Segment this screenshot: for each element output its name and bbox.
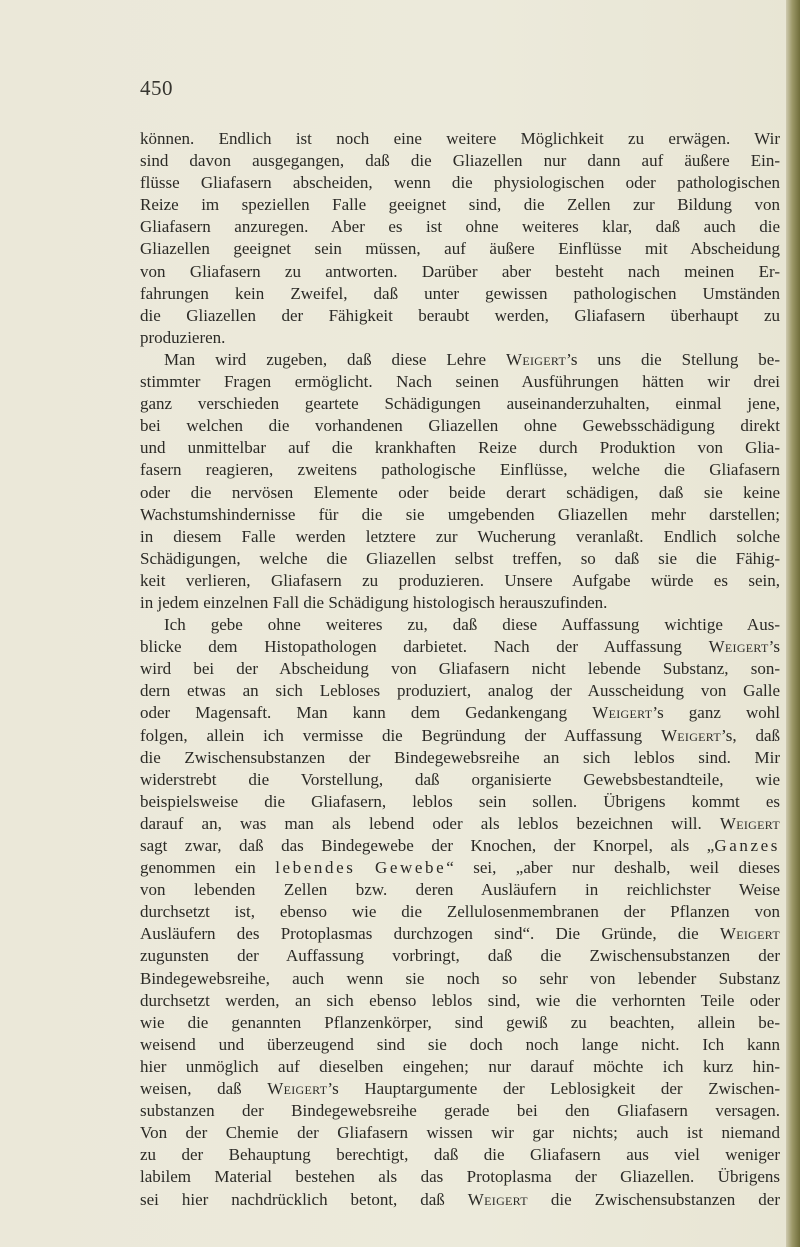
page-number: 450 — [140, 76, 173, 100]
author-name: Weigert — [708, 637, 769, 657]
text-run: ’s Hauptargumente der Leblosigkeit der Zwischen- — [327, 1079, 780, 1099]
text-run: Ausläufern des Protoplasmas durchzogen sind“. Die Gründe, die — [140, 924, 720, 944]
text-line — [140, 1012, 780, 1034]
text-line — [140, 1189, 780, 1211]
text-line — [140, 570, 780, 592]
author-name: Weigert — [592, 703, 653, 723]
text-run: produzieren. — [140, 327, 226, 347]
text-run: “ sei, „aber nur deshalb, weil dieses — [446, 858, 781, 878]
author-name: Weigert — [506, 349, 567, 369]
text-line — [140, 172, 780, 194]
text-run: weisen, daß — [140, 1079, 268, 1099]
text-line — [140, 482, 780, 504]
text-line — [140, 791, 780, 813]
paragraph — [140, 614, 780, 1211]
text-run: in jedem einzelnen Fall die Schädigung histologisch herauszufinden. — [140, 592, 608, 612]
text-run: Man wird zugeben, daß diese Lehre — [164, 349, 507, 369]
text-line — [140, 1144, 780, 1166]
text-run: fasern reagieren, zweitens pathologische Einflüsse, welche die Gliafasern — [140, 460, 780, 480]
text-run: die Gliazellen der Fähigkeit beraubt werden, Gliafasern überhaupt zu — [140, 305, 780, 325]
text-run: durchsetzt ist, ebenso wie die Zellulosenmembranen der Pflanzen von — [140, 902, 780, 922]
text-run: fahrungen kein Zweifel, daß unter gewissen pathologischen Umständen — [140, 283, 780, 303]
spaced-emphasis: Gewebe — [374, 858, 447, 878]
text-run: dern etwas an sich Lebloses produziert, analog der Ausscheidung von Galle — [140, 681, 780, 701]
text-line — [140, 725, 780, 747]
text-line — [140, 923, 780, 945]
text-line — [140, 990, 780, 1012]
text-run: Gliazellen geeignet sein müssen, auf äußere Einflüsse mit Abscheidung — [140, 239, 780, 259]
text-line — [140, 305, 780, 327]
text-line — [140, 592, 780, 614]
text-line — [140, 393, 780, 415]
text-line — [140, 504, 780, 526]
text-line — [140, 349, 780, 371]
text-run — [355, 858, 374, 877]
text-line — [140, 747, 780, 769]
text-line — [140, 1034, 780, 1056]
text-line — [140, 702, 780, 724]
text-line — [140, 769, 780, 791]
text-run: durchsetzt werden, an sich ebenso leblos sind, wie die verhornten Teile oder — [140, 990, 780, 1010]
text-run: folgen, allein ich vermisse die Begründung der Auffassung — [140, 725, 661, 745]
text-run: Schädigungen, welche die Gliazellen selbst treffen, so daß sie die Fähig- — [140, 548, 780, 568]
text-run: oder die nervösen Elemente oder beide derart schädigen, daß sie keine — [140, 482, 780, 502]
text-line — [140, 371, 780, 393]
text-run: substanzen der Bindegewebsreihe gerade bei den Gliafasern versagen. — [140, 1101, 780, 1121]
paragraph — [140, 349, 780, 614]
text-line — [140, 261, 780, 283]
text-run: ’s — [768, 637, 780, 657]
text-line — [140, 680, 780, 702]
text-run: von Gliafasern zu antworten. Darüber aber besteht nach meinen Er- — [140, 261, 780, 281]
text-run: ganz verschieden geartete Schädigungen auseinanderzuhalten, einmal jene, — [140, 394, 780, 414]
text-run: sei hier nachdrücklich betont, daß — [140, 1189, 468, 1209]
author-name: Weigert — [660, 725, 722, 745]
text-line — [140, 945, 780, 967]
text-line — [140, 968, 780, 990]
text-run: Von der Chemie der Gliafasern wissen wir gar nichts; auch ist niemand — [140, 1123, 780, 1143]
text-line — [140, 901, 780, 923]
text-line — [140, 415, 780, 437]
text-line — [140, 857, 780, 879]
text-line — [140, 327, 780, 349]
text-line — [140, 636, 780, 658]
text-run: darauf an, was man als lebend oder als leblos bezeichnen will. — [140, 813, 720, 833]
text-line — [140, 1100, 780, 1122]
page-edge-shadow — [786, 0, 800, 1247]
author-name: Weigert — [719, 924, 780, 944]
text-run: weisend und überzeugend sind sie doch noch lange nicht. Ich kann — [140, 1034, 780, 1054]
text-line — [140, 1166, 780, 1188]
text-line — [140, 459, 780, 481]
text-run: flüsse Gliafasern abscheiden, wenn die physiologischen oder pathologischen — [140, 173, 780, 193]
author-name: Weigert — [467, 1189, 528, 1209]
text-run: beispielsweise die Gliafasern, leblos sein sollen. Übrigens kommt es — [140, 791, 780, 811]
text-run: blicke dem Histopathologen darbietet. Nach der Auffassung — [140, 637, 709, 657]
author-name: Weigert — [267, 1079, 328, 1099]
text-run: keit verlieren, Gliafasern zu produzieren. Unsere Aufgabe würde es sein, — [140, 570, 780, 590]
text-line — [140, 128, 780, 150]
text-run: Wachstumshindernisse für die sie umgebenden Gliazellen mehr darstellen; — [140, 504, 780, 524]
text-run: zugunsten der Auffassung vorbringt, daß die Zwischensubstanzen der — [140, 946, 780, 966]
text-run: ’s uns die Stellung be- — [566, 349, 780, 369]
paragraph — [140, 128, 780, 349]
spaced-emphasis: Ganzes — [714, 836, 780, 855]
text-line — [140, 1056, 780, 1078]
text-run: Reize im speziellen Falle geeignet sind, die Zellen zur Bildung von — [140, 195, 780, 215]
text-line — [140, 437, 780, 459]
spaced-emphasis: lebendes — [275, 858, 356, 878]
text-run: Ich gebe ohne weiteres zu, daß diese Auffassung wichtige Aus- — [164, 615, 780, 635]
text-run: ’s, daß — [721, 725, 780, 745]
text-run: sagt zwar, daß das Bindegewebe der Knochen, der Knorpel, als „ — [140, 836, 715, 855]
text-run: Bindegewebsreihe, auch wenn sie noch so sehr von lebender Substanz — [140, 968, 780, 988]
text-run: sind davon ausgegangen, daß die Gliazellen nur dann auf äußere Ein- — [140, 151, 780, 171]
text-line — [140, 1122, 780, 1144]
text-run: und unmittelbar auf die krankhaften Reize durch Produktion von Glia- — [140, 438, 780, 458]
text-run: wie die genannten Pflanzenkörper, sind gewiß zu beachten, allein be- — [140, 1012, 780, 1032]
text-run: hier unmöglich auf dieselben eingehen; nur darauf möchte ich kurz hin- — [140, 1056, 780, 1076]
text-run: ’s ganz wohl — [652, 703, 780, 723]
text-line — [140, 238, 780, 260]
body-text — [140, 128, 780, 1211]
text-line — [140, 526, 780, 548]
text-line — [140, 879, 780, 901]
text-run: von lebenden Zellen bzw. deren Ausläufern in reichlichster Weise — [140, 880, 780, 900]
text-line — [140, 548, 780, 570]
text-line — [140, 150, 780, 172]
text-line — [140, 216, 780, 238]
text-run: zu der Behauptung berechtigt, daß die Gliafasern aus viel weniger — [140, 1145, 780, 1165]
text-line — [140, 194, 780, 216]
text-line — [140, 1078, 780, 1100]
text-run: labilem Material bestehen als das Protoplasma der Gliazellen. Übrigens — [140, 1167, 780, 1187]
text-run: die Zwischensubstanzen der Bindegewebsreihe an sich leblos sind. Mir — [140, 747, 780, 767]
text-run: oder Magensaft. Man kann dem Gedankengang — [140, 703, 593, 723]
text-run: in diesem Falle werden letztere zur Wucherung veranlaßt. Endlich solche — [140, 526, 780, 546]
text-run: bei welchen die vorhandenen Gliazellen ohne Gewebsschädigung direkt — [140, 416, 780, 436]
text-run: stimmter Fragen ermöglicht. Nach seinen Ausführungen hätten wir drei — [140, 372, 780, 392]
text-run: wird bei der Abscheidung von Gliafasern nicht lebende Substanz, son- — [140, 659, 780, 679]
text-line — [140, 835, 780, 857]
text-run: die Zwischensubstanzen der — [527, 1189, 780, 1209]
text-run: können. Endlich ist noch eine weitere Möglichkeit zu erwägen. Wir — [140, 129, 780, 148]
text-run: Gliafasern anzuregen. Aber es ist ohne weiteres klar, daß auch die — [140, 217, 780, 237]
author-name: Weigert — [719, 813, 780, 833]
text-line — [140, 658, 780, 680]
text-line — [140, 813, 780, 835]
text-line — [140, 614, 780, 636]
text-run: genommen ein — [140, 858, 276, 878]
text-line — [140, 283, 780, 305]
text-run: widerstrebt die Vorstellung, daß organisierte Gewebsbestandteile, wie — [140, 769, 780, 789]
